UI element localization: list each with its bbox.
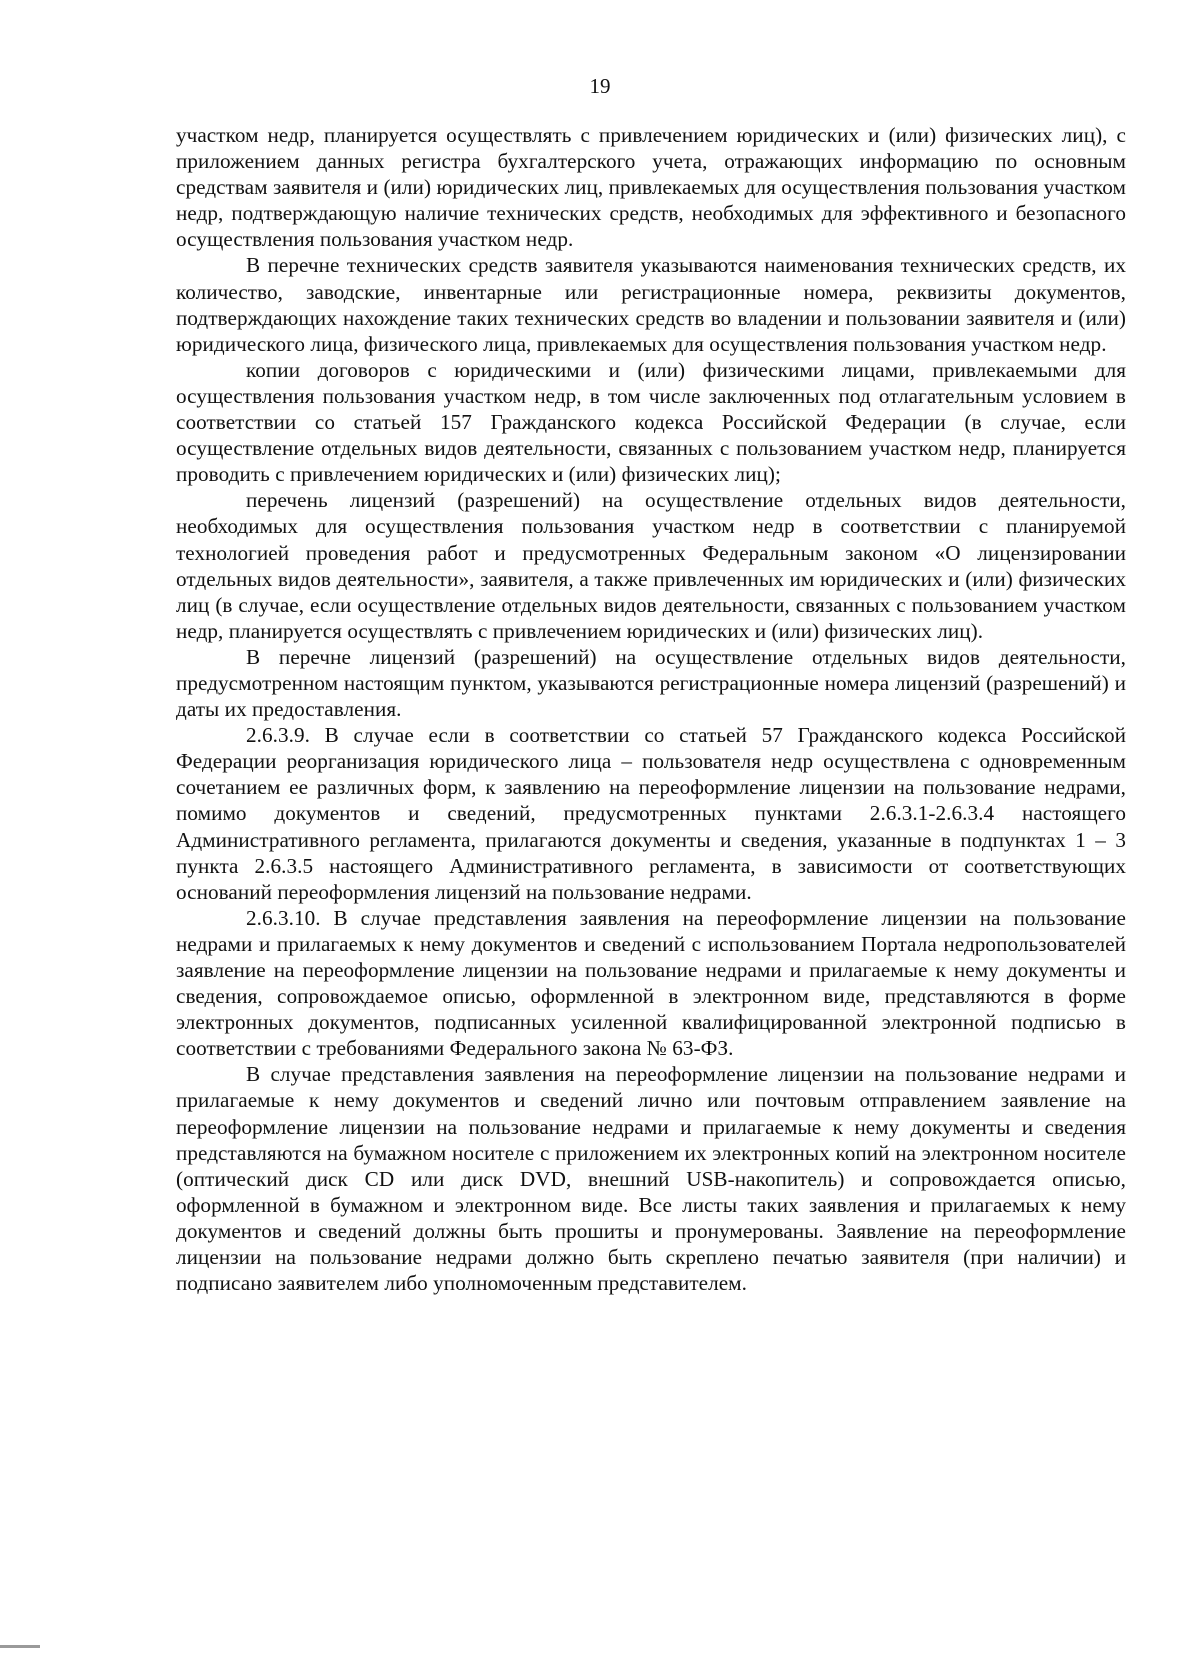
paragraph-1: участком недр, планируется осуществлять с привлечением юридических и (или) физических лиц), с приложением данных регистра бухгалтерского учета, отражающих информацию по основным средствам заявителя и (или) юридических лиц, привлекаемых для осуществления пользования участком недр, подтверждающую наличие технических средств, необходимых для эффективного и безопасного осуществления пользования участком недр. (176, 123, 1126, 252)
document-body (176, 122, 1126, 1296)
paragraph-6: 2.6.3.9. В случае если в соответствии со статьей 57 Гражданского кодекса Российской Федерации реорганизация юридического лица – пользователя недр осуществлена с одновременным сочетанием ее различных форм, к заявлению на переоформление лицензии на пользование недрами, помимо документов и сведений, предусмотренных пунктами 2.6.3.1-2.6.3.4 настоящего Административного регламента, прилагаются документы и сведения, указанные в подпунктах 1 – 3 пункта 2.6.3.5 настоящего Административного регламента, в зависимости от соответствующих оснований переоформления лицензий на пользование недрами. (176, 723, 1126, 904)
paragraph-3: копии договоров с юридическими и (или) физическими лицами, привлекаемыми для осуществления пользования участком недр, в том числе заключенных под отлагательным условием в соответствии со статьей 157 Гражданского кодекса Российской Федерации (в случае, если осуществление отдельных видов деятельности, связанных с пользованием участком недр, планируется проводить с привлечением юридических и (или) физических лиц); (176, 357, 1126, 487)
paragraph-5: В перечне лицензий (разрешений) на осуществление отдельных видов деятельности, предусмотренном настоящим пунктом, указываются регистрационные номера лицензий (разрешений) и даты их предоставления. (176, 644, 1126, 722)
paragraph-7: 2.6.3.10. В случае представления заявления на переоформление лицензии на пользование недрами и прилагаемых к нему документов и сведений с использованием Портала недропользователей заявление на переоформление лицензии на пользование недрами и прилагаемые к нему документы и сведения, сопровождаемое описью, оформленной в электронном виде, представляются в форме электронных документов, подписанных усиленной квалифицированной электронной подписью в соответствии с требованиями Федерального закона № 63-ФЗ. (176, 905, 1126, 1061)
paragraph-2: В перечне технических средств заявителя указываются наименования технических средств, их количество, заводские, инвентарные или регистрационные номера, реквизиты документов, подтверждающих нахождение таких технических средств во владении и пользовании заявителя и (или) юридического лица, физического лица, привлекаемых для осуществления пользования участком недр. (176, 253, 1126, 356)
paragraph-4: перечень лицензий (разрешений) на осуществление отдельных видов деятельности, необходимых для осуществления пользования участком недр в соответствии с планируемой технологией проведения работ и предусмотренных Федеральным законом «О лицензировании отдельных видов деятельности», заявителя, а также привлеченных им юридических и (или) физических лиц (в случае, если осуществление отдельных видов деятельности, связанных с пользованием участком недр, планируется осуществлять с привлечением юридических и (или) физических лиц). (176, 488, 1126, 643)
page-number: 19 (589, 74, 611, 98)
scan-edge-mark (0, 1645, 40, 1648)
paragraph-8: В случае представления заявления на переоформление лицензии на пользование недрами и прилагаемые к нему документов и сведений лично или почтовым отправлением заявление на переоформление лицензии на пользование недрами и прилагаемые к нему документы и сведения представляются на бумажном носителе с приложением их электронных копий на электронном носителе (оптический диск CD или диск DVD, внешний USB-накопитель) и сопровождается описью, оформленной в бумажном и электронном виде. Все листы таких заявления и прилагаемых к нему документов и сведений должны быть прошиты и пронумерованы. Заявление на переоформление лицензии на пользование недрами должно быть скреплено печатью заявителя (при наличии) и подписано заявителем либо уполномоченным представителем. (176, 1062, 1126, 1296)
